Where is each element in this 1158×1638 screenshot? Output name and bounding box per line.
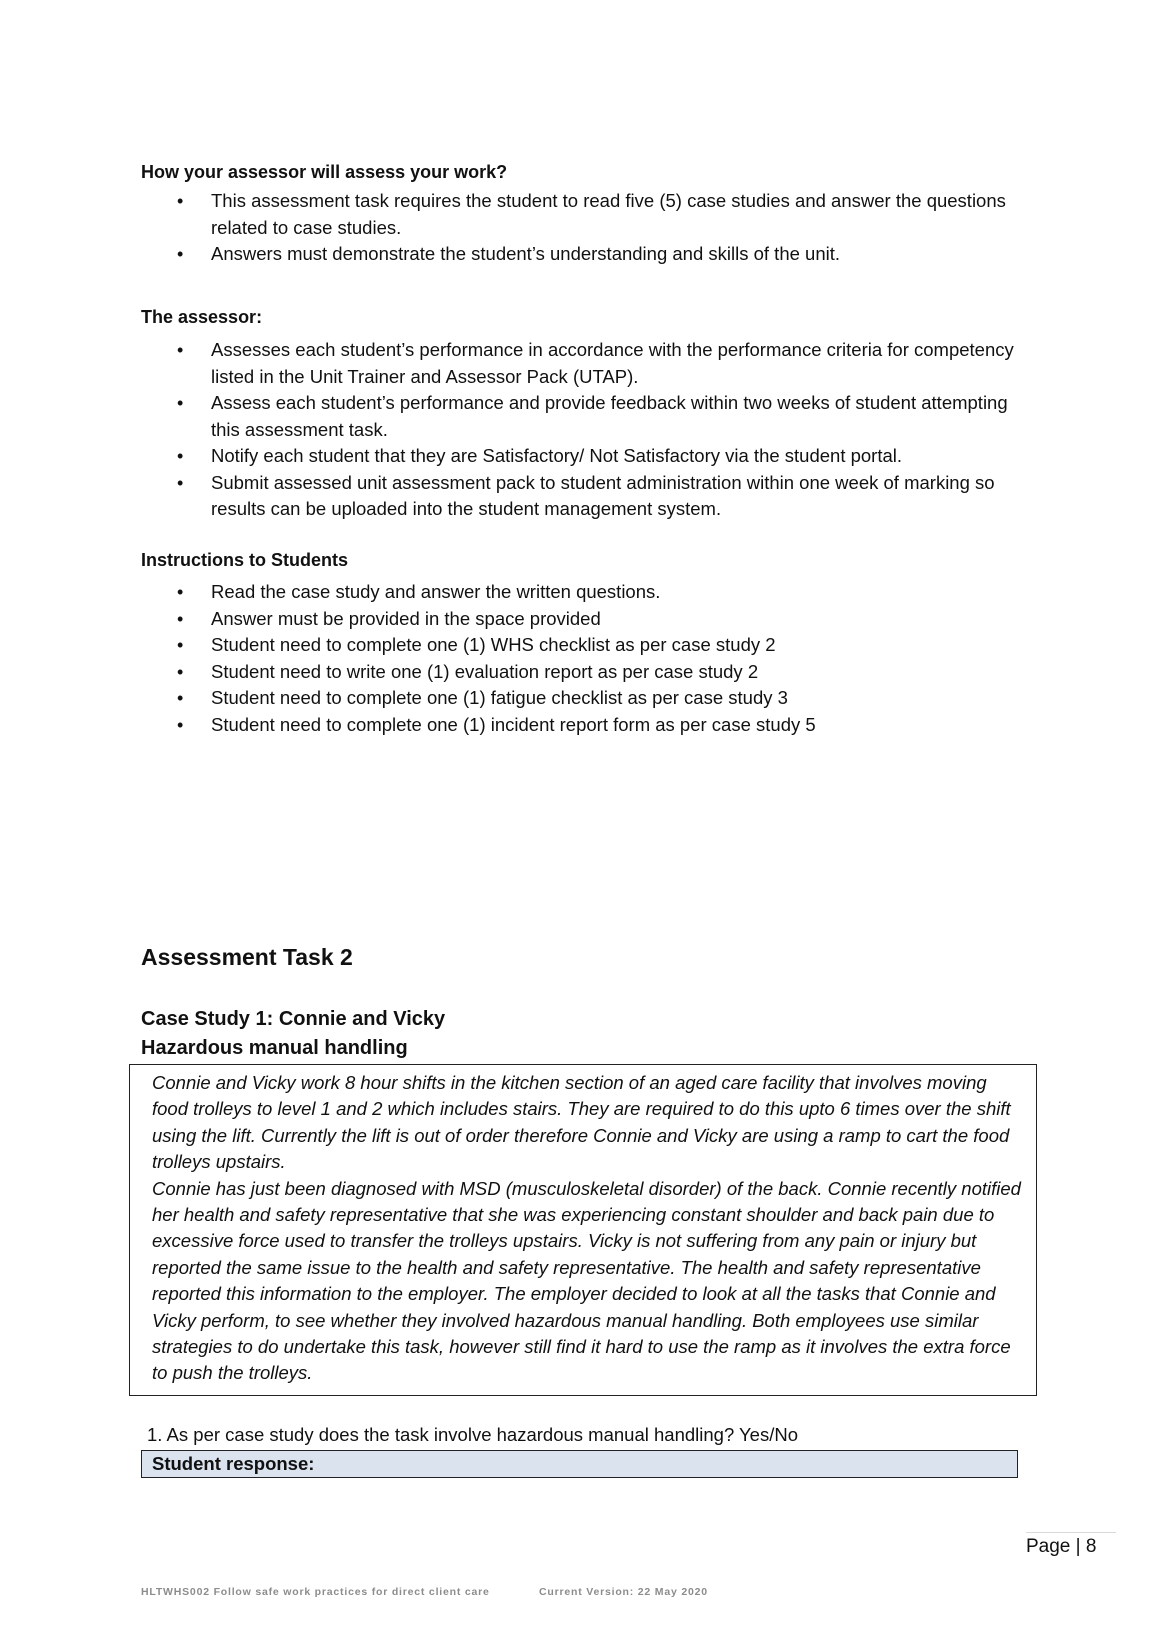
- list-item: • Answers must demonstrate the student’s understanding and skills of the unit.: [141, 241, 1041, 268]
- task-title: Assessment Task 2: [141, 944, 353, 970]
- student-response-field[interactable]: [141, 1450, 1018, 1478]
- instructions-heading: Instructions to Students: [141, 550, 348, 570]
- list-item: • Assesses each student’s performance in accordance with the performance criteria for competency listed in the Unit Trainer and Assessor Pack (UTAP).: [141, 337, 1041, 390]
- list-item: • Student need to complete one (1) incident report form as per case study 5: [141, 712, 1041, 739]
- list-item: • Notify each student that they are Satisfactory/ Not Satisfactory via the student portal.: [141, 443, 1041, 470]
- page-number: Page | 8: [1026, 1536, 1097, 1557]
- list-item: • Student need to complete one (1) WHS checklist as per case study 2: [141, 632, 1041, 659]
- assess-heading: How your assessor will assess your work?: [141, 162, 508, 182]
- case-study-box: [129, 1064, 1037, 1396]
- case-study-subtitle: Hazardous manual handling: [141, 1037, 408, 1059]
- list-item: • This assessment task requires the student to read five (5) case studies and answer the questions related to case studies.: [141, 188, 1041, 241]
- instructions-list: [141, 579, 1041, 738]
- list-item: • Submit assessed unit assessment pack to student administration within one week of marking so results can be uploaded into the student management system.: [141, 470, 1041, 523]
- footer-unit: HLTWHS002 Follow safe work practices for direct client care: [141, 1586, 490, 1598]
- assessor-heading: The assessor:: [141, 307, 263, 327]
- footer-version: Current Version: 22 May 2020: [539, 1586, 708, 1598]
- case-study-title: Case Study 1: Connie and Vicky: [141, 1008, 446, 1030]
- case-paragraph: Connie has just been diagnosed with MSD (musculoskeletal disorder) of the back. Connie recently notified her health and safety representative that she was experiencing constant shoulder and back pain due to excessive force used to transfer the trolleys upstairs. Vicky is not suffering from any pain or injury but reported the same issue to the health and safety representative. The health and safety representative reported this information to the employer. The employer decided to look at all the tasks that Connie and Vicky perform, to see whether they involved hazardous manual handling. Both employees use similar strategies to do undertake this task, however still find it hard to use the ramp as it involves the extra force to push the trolleys.: [152, 1177, 1021, 1384]
- list-item: • Read the case study and answer the written questions.: [141, 579, 1041, 606]
- list-item: • Assess each student’s performance and provide feedback within two weeks of student attempting this assessment task.: [141, 390, 1041, 443]
- assess-list: [141, 188, 1041, 268]
- case-paragraph: Connie and Vicky work 8 hour shifts in the kitchen section of an aged care facility that involves moving food trolleys to level 1 and 2 which includes stairs. They are required to do this upto 6 times over the shift using the lift. Currently the lift is out of order therefore Connie and Vicky are using a ramp to cart the food trolleys upstairs.: [152, 1072, 1011, 1173]
- list-item: • Student need to write one (1) evaluation report as per case study 2: [141, 659, 1041, 686]
- list-item: • Answer must be provided in the space provided: [141, 606, 1041, 633]
- student-response-label: Student response:: [152, 1453, 315, 1474]
- list-item: • Student need to complete one (1) fatigue checklist as per case study 3: [141, 685, 1041, 712]
- assessor-list: [141, 337, 1041, 523]
- page-number-divider: [1026, 1532, 1116, 1533]
- question-1: 1. As per case study does the task involve hazardous manual handling? Yes/No: [147, 1424, 799, 1445]
